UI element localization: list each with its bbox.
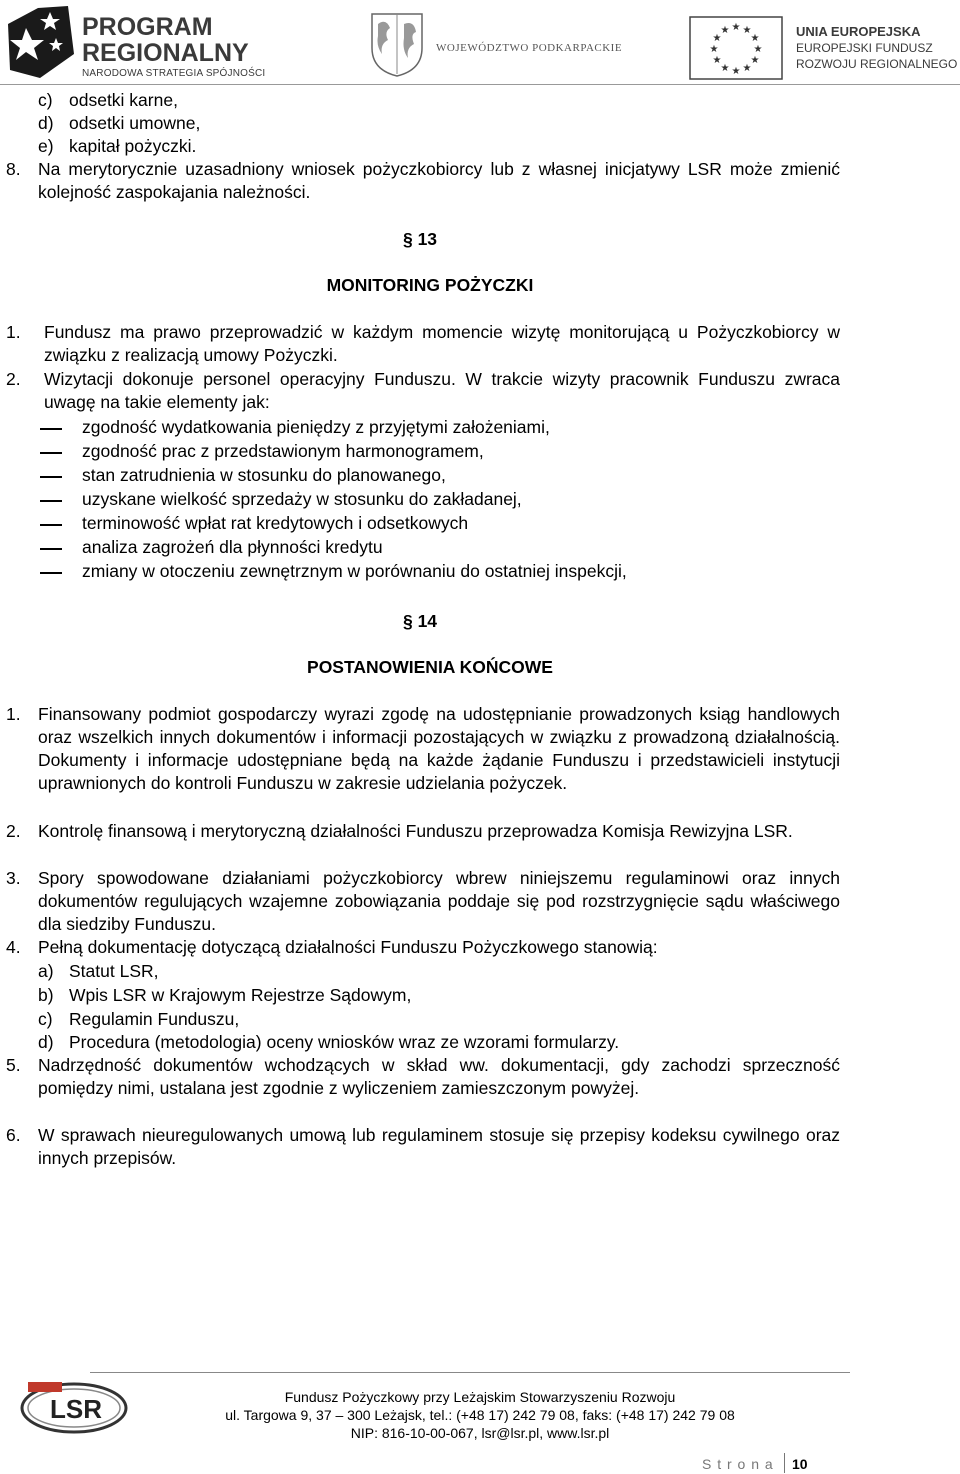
doc-item-letter: d) <box>38 1032 54 1052</box>
footer-line-2: ul. Targowa 9, 37 – 300 Leżajsk, tel.: (+48 17) 242 79 08, faks: (+48 17) 242 79 08 <box>225 1407 735 1423</box>
eu-line-2: EUROPEJSKI FUNDUSZ <box>796 41 933 55</box>
list-item-c-text: odsetki karne, <box>69 90 178 110</box>
eu-line-3: ROZWOJU REGIONALNEGO <box>796 57 958 71</box>
list-item-d-letter: d) <box>38 113 54 133</box>
bullet-item: uzyskane wielkość sprzedaży w stosunku do zakładanej, <box>82 489 522 509</box>
svg-text:★: ★ <box>750 33 760 44</box>
bullet-dash <box>40 452 62 454</box>
doc-item-text: Procedura (metodologia) oceny wniosków wraz ze wzorami formularzy. <box>69 1032 620 1052</box>
page-number: 10 <box>792 1456 808 1472</box>
bullet-dash <box>40 476 62 478</box>
s14-p3-number: 3. <box>6 868 21 888</box>
program-subtitle: NARODOWA STRATEGIA SPÓJNOŚCI <box>82 68 266 79</box>
s14-p6-number: 6. <box>6 1125 21 1145</box>
bullet-dash <box>40 572 62 574</box>
s14-p5-number: 5. <box>6 1055 21 1075</box>
section-14-number: § 14 <box>402 611 438 631</box>
svg-text:★: ★ <box>742 25 752 36</box>
s14-p6-text: W sprawach nieuregulowanych umową lub regulaminem stosuje się przepisy kodeksu cywilnego oraz innych przepisów. <box>38 1125 840 1168</box>
lsr-logo-text: LSR <box>50 1394 102 1424</box>
doc-item-text: Wpis LSR w Krajowym Rejestrze Sądowym, <box>69 985 412 1005</box>
svg-text:★: ★ <box>750 55 760 66</box>
bullet-dash <box>40 524 62 526</box>
doc-item-letter: b) <box>38 985 54 1005</box>
paragraph-8-number: 8. <box>6 159 21 179</box>
program-title-2: REGIONALNY <box>82 39 249 67</box>
s13-p2-number: 2. <box>6 369 21 389</box>
coat-of-arms-icon <box>368 10 426 78</box>
s14-p2-text: Kontrolę finansową i merytoryczną działalności Funduszu przeprowadza Komisja Rewizyjna LSR. <box>38 821 793 841</box>
bullet-item: analiza zagrożeń dla płynności kredytu <box>82 537 383 557</box>
bullet-item: stan zatrudnienia w stosunku do planowanego, <box>82 465 446 485</box>
footer-line-1: Fundusz Pożyczkowy przy Leżajskim Stowarzyszeniu Rozwoju <box>284 1389 676 1405</box>
svg-text:★: ★ <box>720 25 730 36</box>
bullet-item: zgodność prac z przedstawionym harmonogramem, <box>82 441 484 461</box>
section-14-title: POSTANOWIENIA KOŃCOWE <box>307 657 553 677</box>
bullet-dash <box>40 428 62 430</box>
s14-p2-number: 2. <box>6 821 21 841</box>
doc-item-text: Regulamin Funduszu, <box>69 1009 240 1029</box>
s14-p5-text: Nadrzędność dokumentów wchodzących w skład ww. dokumentacji, gdy zachodzi sprzeczność pomiędzy nimi, ustalana jest zgodnie z wyliczeniem zamieszczonym powyżej. <box>38 1055 840 1098</box>
section-13-title: MONITORING POŻYCZKI <box>326 275 534 295</box>
list-item-e-text: kapitał pożyczki. <box>69 136 197 156</box>
svg-text:★: ★ <box>712 55 722 66</box>
voivodeship-label: WOJEWÓDZTWO PODKARPACKIE <box>436 42 623 54</box>
doc-item-letter: c) <box>38 1009 53 1029</box>
doc-item-text: Statut LSR, <box>69 961 159 981</box>
svg-text:★: ★ <box>731 66 741 77</box>
doc-item-letter: a) <box>38 961 54 981</box>
svg-text:★: ★ <box>731 22 741 33</box>
paragraph-8-text: Na merytorycznie uzasadniony wniosek pożyczkobiorcy lub z własnej inicjatywy LSR może zmienić kolejność zaspokajania należności. <box>38 159 840 202</box>
list-item-e-letter: e) <box>38 136 54 156</box>
s13-p1-text: Fundusz ma prawo przeprowadzić w każdym momencie wizytę monitorującą u Pożyczkobiorcy w związku z realizacją umowy Pożyczki. <box>44 322 840 365</box>
lsr-logo <box>18 1378 130 1436</box>
eu-line-1: UNIA EUROPEJSKA <box>796 24 921 39</box>
svg-text:★: ★ <box>742 63 752 74</box>
svg-text:★: ★ <box>720 63 730 74</box>
bullet-dash <box>40 500 62 502</box>
footer-line-3: NIP: 816-10-00-067, lsr@lsr.pl, www.lsr.pl <box>350 1425 610 1441</box>
s14-p4-text: Pełną dokumentację dotyczącą działalności Funduszu Pożyczkowego stanowią: <box>38 937 658 957</box>
program-regionalny-logo <box>4 4 76 80</box>
s14-p4-number: 4. <box>6 937 21 957</box>
svg-text:★: ★ <box>709 44 719 55</box>
bullet-item: terminowość wpłat rat kredytowych i odsetkowych <box>82 513 469 533</box>
s14-p1-number: 1. <box>6 704 21 724</box>
program-title-1: PROGRAM <box>82 13 213 41</box>
bullet-item: zgodność wydatkowania pieniędzy z przyjętymi założeniami, <box>82 417 550 437</box>
s14-p3-text: Spory spowodowane działaniami pożyczkobiorcy wbrew niniejszemu regulaminowi oraz innych dokumentów regulujących wzajemne zobowiązania poddaje się pod rozstrzygnięcie sądu właściwego dla siedziby Funduszu. <box>38 868 840 934</box>
bullet-item: zmiany w otoczeniu zewnętrznym w porównaniu do ostatniej inspekcji, <box>82 561 627 581</box>
footer-divider <box>90 1372 850 1373</box>
page-label: S t r o n a <box>702 1456 774 1472</box>
svg-text:★: ★ <box>753 44 763 55</box>
list-item-c-letter: c) <box>38 90 53 110</box>
s14-p1-text: Finansowany podmiot gospodarczy wyrazi zgodę na udostępnianie prowadzonych ksiąg handlowych oraz wszelkich innych dokumentów i informacji pozostających w związku z prowadzoną działalnością. Dokumenty i informacje udostępniane będą na każde żądanie Funduszu i przedstawicieli instytucji uprawnionych do kontroli Funduszu w zakresie udzielania pożyczek. <box>38 704 840 793</box>
section-13-number: § 13 <box>402 229 438 249</box>
s13-p1-number: 1. <box>6 322 21 342</box>
svg-text:★: ★ <box>712 33 722 44</box>
s13-p2-text: Wizytacji dokonuje personel operacyjny Funduszu. W trakcie wizyty pracownik Funduszu zwraca uwagę na takie elementy jak: <box>44 369 840 412</box>
page-separator <box>784 1453 785 1473</box>
eu-flag-icon <box>689 16 783 80</box>
bullet-dash <box>40 548 62 550</box>
list-item-d-text: odsetki umowne, <box>69 113 201 133</box>
header-divider <box>0 84 960 85</box>
